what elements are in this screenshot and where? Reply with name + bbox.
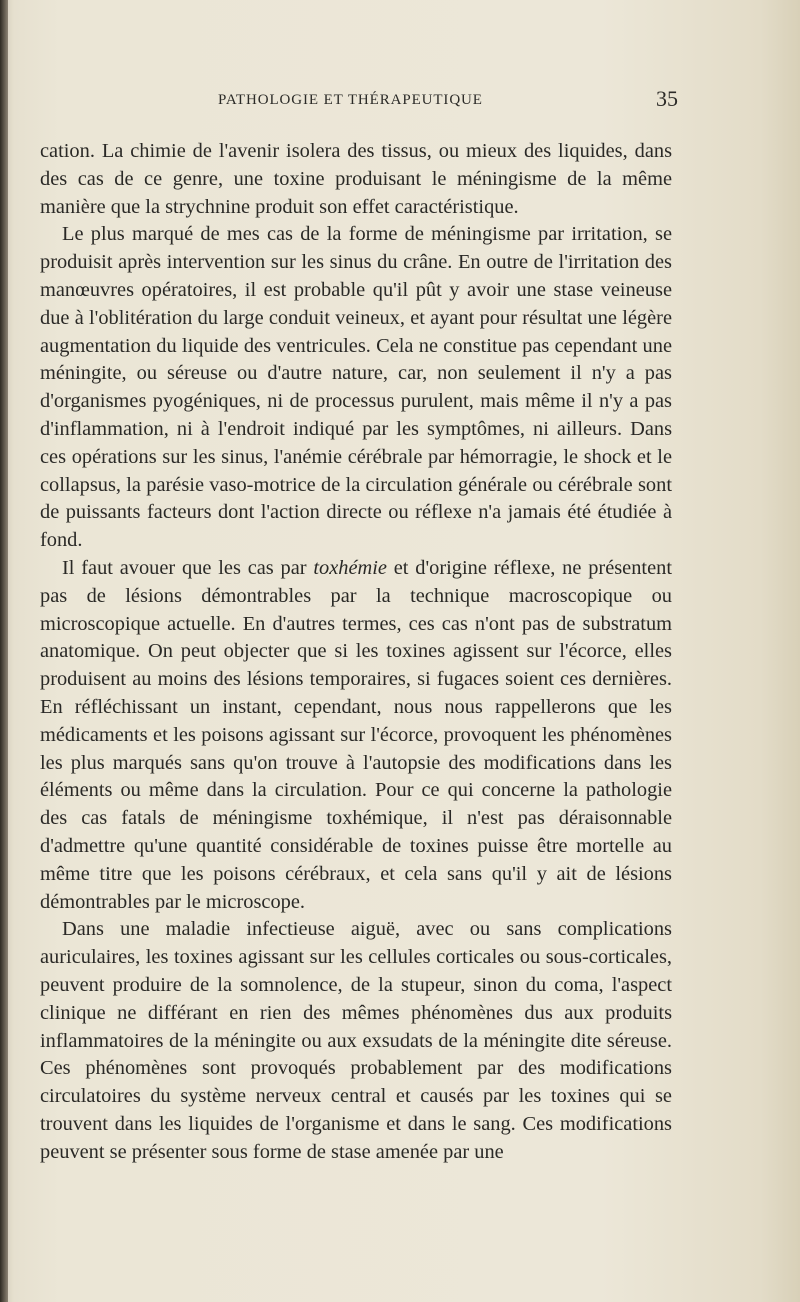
body-text	[40, 138, 672, 1166]
paragraph-text: Il faut avouer que les cas par	[62, 556, 314, 579]
page-header	[40, 88, 688, 122]
paragraph-text: et d'origine réflexe, ne présentent pas de lésions démontrables par la technique macroscopique ou microscopique actuelle. En d'autres termes, ces cas n'ont pas de substratum anatomique. On peut objecter que si les toxines agissent sur l'écorce, elles produisent au moins des lésions temporaires, si fugaces soient ces dernières. En réfléchissant un instant, cependant, nous nous rappellerons que les médicaments et les poisons agissant sur l'écorce, provoquent les phénomènes les plus marqués sans qu'on trouve à l'autopsie des modifications dans les éléments ou même dans la circulation. Pour ce qui concerne la pathologie des cas fatals de méningisme toxhémique, il n'est pas déraisonnable d'admettre qu'une quantité considérable de toxines puisse être mortelle au même titre que les poisons cérébraux, et cela sans qu'il y ait de lésions démontrables par le microscope.	[40, 556, 673, 913]
italic-term: toxhémie	[313, 556, 387, 579]
running-title: PATHOLOGIE ET THÉRAPEUTIQUE	[218, 92, 483, 108]
page-number: 35	[656, 86, 678, 111]
paragraph-continued: cation. La chimie de l'avenir isolera des tissus, ou mieux des liquides, dans des cas de ce genre, une toxine produisant le méningisme de la même manière que la strychnine produit son effet caractéristique.	[40, 140, 672, 218]
paragraph: Le plus marqué de mes cas de la forme de méningisme par irritation, se produisit après intervention sur les sinus du crâne. En outre de l'irritation des manœuvres opératoires, il est probable qu'il pût y avoir une stase veineuse due à l'oblitération du large conduit veineux, et ayant pour résultat une légère augmentation du liquide des ventricules. Cela ne constitue pas cependant une méningite, ou séreuse ou d'autre nature, car, non seulement il n'y a pas d'organismes pyogéniques, ni de processus purulent, mais même il n'y a pas d'inflammation, ni à l'endroit indiqué par les symptômes, ni ailleurs. Dans ces opérations sur les sinus, l'anémie cérébrale par hémorragie, le shock et le collapsus, la parésie vaso-motrice de la circulation générale ou cérébrale sont de puissants facteurs dont l'action directe ou réflexe n'a jamais été étudiée à fond.	[40, 223, 672, 552]
paragraph-toxhemie	[40, 555, 672, 916]
paragraph: Dans une maladie infectieuse aiguë, avec ou sans complications auriculaires, les toxines agissant sur les cellules corticales ou sous-corticales, peuvent produire de la somnolence, de la stupeur, sinon du coma, l'aspect clinique ne différant en rien des mêmes phénomènes dus aux produits inflammatoires de la méningite ou aux exsudats de la méningite dite séreuse. Ces phénomènes sont provoqués probablement par des modifications circulatoires du système nerveux central et causés par les toxines qui se trouvent dans les liquides de l'organisme et dans le sang. Ces modifications peuvent se présenter sous forme de stase amenée par une	[40, 918, 672, 1163]
binding-edge	[0, 0, 8, 1302]
